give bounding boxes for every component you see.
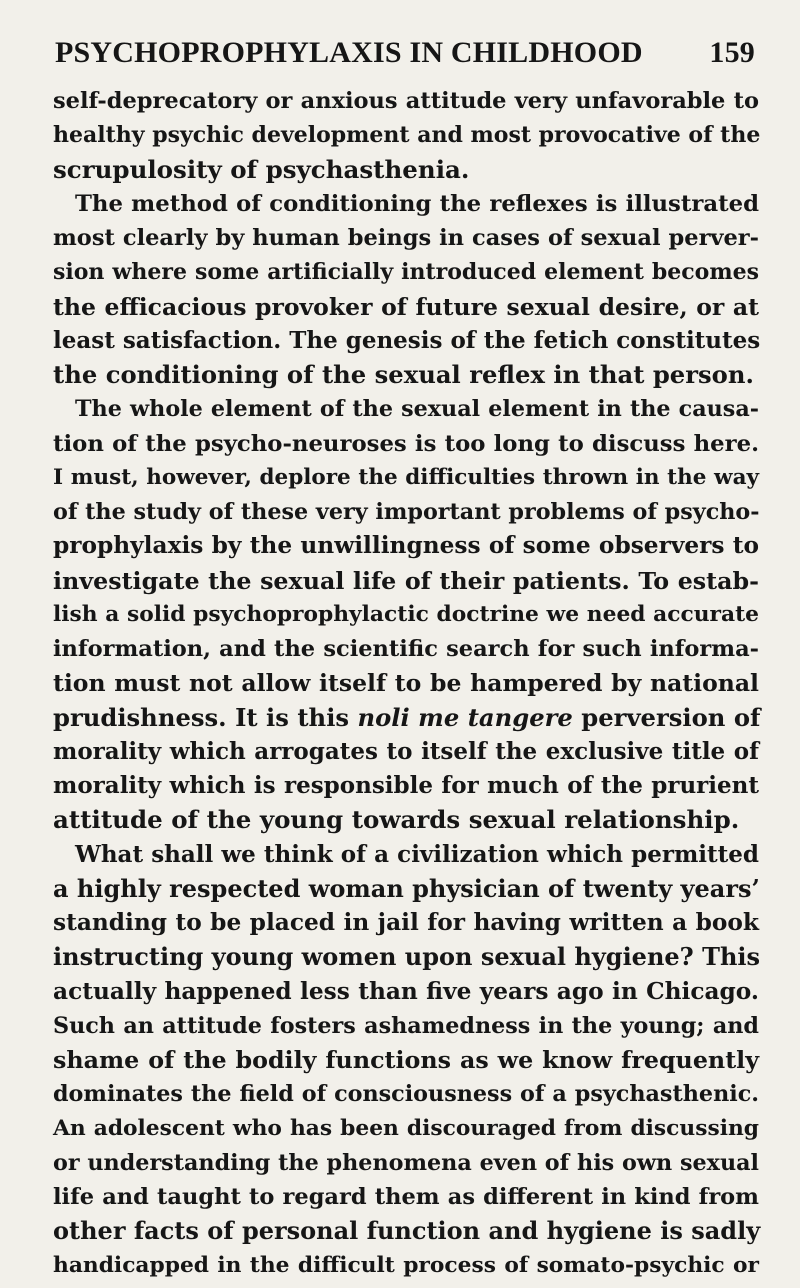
text-line: or understanding the phenomena even of his own sexual bbox=[53, 1149, 759, 1176]
paragraph-start-line: What shall we think of a civilization which permitted bbox=[75, 840, 759, 868]
text-line: of the study of these very important problems of psycho- bbox=[53, 499, 760, 525]
text-line: least satisfaction. The genesis of the fetich constitutes bbox=[53, 326, 761, 354]
text-run: prudishness. It is this bbox=[53, 702, 358, 732]
text-line: sion where some artificially introduced element becomes bbox=[53, 259, 759, 286]
text-line: the conditioning of the sexual reflex in that person. bbox=[53, 360, 754, 389]
text-line: morality which is responsible for much of the prurient bbox=[53, 772, 759, 799]
text-line: shame of the bodily functions as we know frequently bbox=[53, 1046, 759, 1074]
text-line: dominates the field of consciousness of a psychasthenic. bbox=[53, 1081, 759, 1108]
text-line: morality which arrogates to itself the exclusive title of bbox=[53, 737, 759, 765]
text-line: lish a solid psychoprophylactic doctrine we need accurate bbox=[53, 601, 759, 627]
body-text bbox=[53, 84, 759, 1283]
text-line: other facts of personal function and hygiene is sadly bbox=[53, 1216, 761, 1246]
text-line: life and taught to regard them as different in kind from bbox=[53, 1184, 759, 1210]
text-line: scrupulosity of psychasthenia. bbox=[53, 154, 470, 184]
text-line: self-deprecatory or anxious attitude very unfavorable to bbox=[53, 88, 759, 114]
text-line: investigate the sexual life of their patients. To estab- bbox=[53, 566, 759, 595]
paragraph-start-line: The method of conditioning the reflexes is illustrated bbox=[75, 190, 759, 217]
running-head bbox=[55, 36, 755, 70]
text-line: handicapped in the difficult process of somato-psychic or bbox=[53, 1252, 759, 1278]
page-number: 159 bbox=[709, 36, 755, 69]
text-line: actually happened less than five years ago in Chicago. bbox=[53, 977, 759, 1005]
text-line: most clearly by human beings in cases of sexual perver- bbox=[53, 225, 759, 251]
text-line: instructing young women upon sexual hygiene? This bbox=[53, 942, 761, 972]
text-line: tion must not allow itself to be hampered by national bbox=[53, 669, 759, 698]
text-line-with-italic bbox=[53, 701, 759, 735]
text-line: healthy psychic development and most provocative of the bbox=[53, 122, 761, 149]
text-line: Such an attitude fosters ashamedness in the young; and bbox=[53, 1012, 759, 1039]
text-line: standing to be placed in jail for having written a book bbox=[53, 909, 759, 936]
text-line: a highly respected woman physician of twenty years’ bbox=[53, 873, 760, 903]
running-head-title: PSYCHOPROPHYLAXIS IN CHILDHOOD bbox=[55, 36, 643, 69]
text-line: tion of the psycho-neuroses is too long to discuss here. bbox=[53, 430, 759, 457]
text-run: perversion of bbox=[572, 702, 761, 732]
text-line: the efficacious provoker of future sexual desire, or at bbox=[53, 292, 759, 321]
italic-phrase: noli me tangere bbox=[357, 702, 573, 732]
text-line: prophylaxis by the unwillingness of some observers to bbox=[53, 532, 759, 560]
text-line: information, and the scientific search for such informa- bbox=[53, 636, 759, 662]
text-line: attitude of the young towards sexual relationship. bbox=[53, 805, 740, 835]
paragraph-start-line: The whole element of the sexual element in the causa- bbox=[75, 396, 759, 423]
text-line: An adolescent who has been discouraged from discussing bbox=[53, 1115, 759, 1141]
text-line: I must, however, deplore the difficulties thrown in the way bbox=[53, 464, 759, 490]
